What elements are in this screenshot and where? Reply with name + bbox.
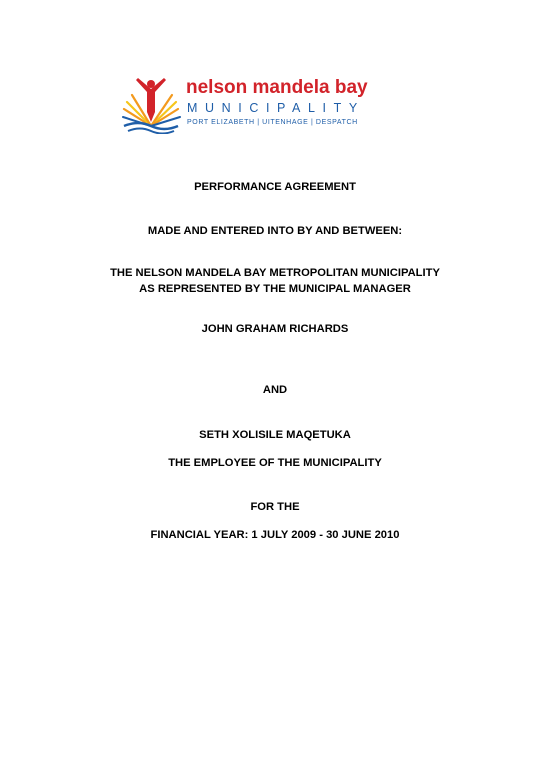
made-between-line: MADE AND ENTERED INTO BY AND BETWEEN: [147,225,403,237]
party1-line-2: AS REPRESENTED BY THE MUNICIPAL MANAGER [139,283,411,295]
and-line: AND [262,384,288,396]
document-title: PERFORMANCE AGREEMENT [194,181,356,193]
employee-role: THE EMPLOYEE OF THE MUNICIPALITY [168,457,382,469]
logo-municipality-text: MUNICIPALITY [187,101,365,115]
municipality-logo [120,76,390,134]
logo-towns-text: PORT ELIZABETH | UITENHAGE | DESPATCH [187,119,358,126]
for-the-line: FOR THE [250,501,300,513]
party1-line-1: THE NELSON MANDELA BAY METROPOLITAN MUNICIPALITY [110,267,440,279]
manager-name: JOHN GRAHAM RICHARDS [201,323,349,335]
logo-name-text: nelson mandela bay [186,77,368,98]
logo-emblem-icon [120,76,182,134]
financial-year-line: FINANCIAL YEAR: 1 JULY 2009 - 30 JUNE 2010 [150,529,400,541]
employee-name: SETH XOLISILE MAQETUKA [199,429,351,441]
